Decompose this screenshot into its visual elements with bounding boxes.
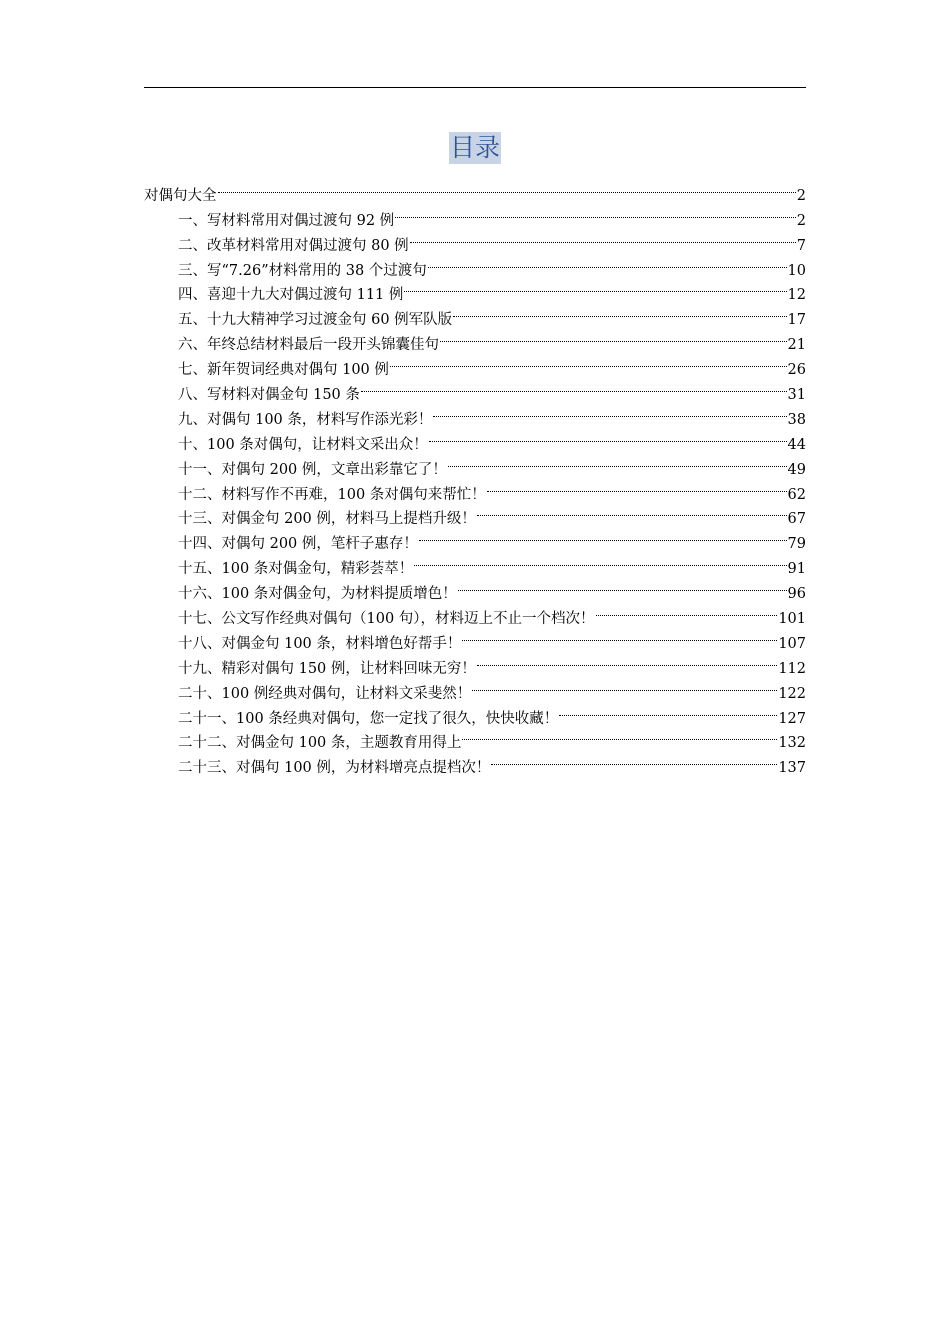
toc-entry-page-number: 2 (796, 187, 806, 204)
toc-entry-page-number: 12 (787, 287, 806, 304)
toc-dot-leader (453, 299, 786, 324)
toc-entry-page-number: 7 (796, 237, 806, 254)
toc-dot-leader (559, 698, 777, 723)
toc-dot-leader (472, 673, 777, 698)
toc-dot-leader (419, 523, 787, 548)
toc-entry-page-number: 10 (787, 262, 806, 279)
table-of-contents (144, 175, 806, 777)
toc-entry-title: 十八、对偶金句 100 条，材料增色好帮手！ (178, 635, 462, 652)
toc-entry-title: 十、100 条对偶句，让材料文采出众！ (178, 436, 428, 453)
toc-entry-title: 对偶句大全 (144, 187, 217, 204)
toc-entry-title: 七、新年贺词经典对偶句 100 例 (178, 362, 389, 379)
toc-entry-page-number: 137 (778, 760, 806, 777)
toc-dot-leader (458, 573, 787, 598)
toc-entry[interactable] (144, 200, 806, 229)
toc-entry-title: 五、十九大精神学习过渡金句 60 例军队版 (178, 312, 453, 329)
toc-dot-leader (428, 250, 787, 275)
toc-entry-page-number: 2 (796, 212, 806, 229)
toc-entry-page-number: 91 (787, 561, 806, 578)
toc-dot-leader (448, 449, 787, 474)
toc-entry-page-number: 122 (778, 685, 806, 702)
toc-dot-leader (390, 349, 787, 374)
toc-entry-title: 十二、材料写作不再难，100 条对偶句来帮忙！ (178, 486, 486, 503)
toc-entry-page-number: 101 (778, 611, 806, 628)
toc-dot-leader (596, 598, 778, 623)
toc-entry-title: 一、写材料常用对偶过渡句 92 例 (178, 212, 395, 229)
toc-dot-leader (433, 399, 786, 424)
toc-entry-title: 九、对偶句 100 条，材料写作添光彩！ (178, 411, 433, 428)
toc-entry-title: 八、写材料对偶金句 150 条 (178, 387, 360, 404)
toc-dot-leader (487, 474, 787, 499)
toc-entry-title: 二十一、100 条经典对偶句，您一定找了很久，快快收藏！ (178, 710, 559, 727)
toc-entry-title: 二十二、对偶金句 100 条，主题教育用得上 (178, 735, 462, 752)
toc-dot-leader (462, 623, 777, 648)
toc-entry-page-number: 44 (787, 436, 806, 453)
toc-entry-title: 十三、对偶金句 200 例，材料马上提档升级！ (178, 511, 476, 528)
toc-entry-page-number: 96 (787, 586, 806, 603)
toc-entry[interactable] (144, 175, 806, 204)
toc-entry-page-number: 49 (787, 461, 806, 478)
toc-entry-title: 十四、对偶句 200 例，笔杆子惠存！ (178, 536, 418, 553)
toc-entry-page-number: 38 (787, 411, 806, 428)
toc-dot-leader (440, 324, 787, 349)
toc-entry-title: 六、年终总结材料最后一段开头锦囊佳句 (178, 337, 439, 354)
toc-dot-leader (414, 548, 786, 573)
toc-entry-title: 十一、对偶句 200 例，文章出彩靠它了！ (178, 461, 447, 478)
header-rule (144, 87, 806, 88)
toc-title-container (0, 132, 950, 164)
toc-dot-leader (462, 723, 777, 748)
toc-entry-page-number: 107 (778, 635, 806, 652)
toc-entry-title: 二十三、对偶句 100 例，为材料增亮点提档次！ (178, 760, 491, 777)
toc-entry-title: 十五、100 条对偶金句，精彩荟萃！ (178, 561, 414, 578)
toc-entry-page-number: 17 (787, 312, 806, 329)
toc-dot-leader (491, 747, 777, 772)
toc-entry-title: 三、写“7.26”材料常用的 38 个过渡句 (178, 262, 427, 279)
toc-dot-leader (429, 424, 787, 449)
toc-entry-page-number: 112 (778, 660, 806, 677)
toc-dot-leader (477, 648, 777, 673)
toc-entry-title: 二十、100 例经典对偶句，让材料文采斐然！ (178, 685, 472, 702)
toc-dot-leader (477, 499, 787, 524)
toc-dot-leader (404, 275, 786, 300)
toc-entry-title: 四、喜迎十九大对偶过渡句 111 例 (178, 287, 404, 304)
toc-entry-title: 十九、精彩对偶句 150 例，让材料回味无穷！ (178, 660, 476, 677)
toc-entry-page-number: 21 (787, 337, 806, 354)
toc-entry-page-number: 79 (787, 536, 806, 553)
toc-entry-page-number: 67 (787, 511, 806, 528)
toc-dot-leader (395, 200, 796, 225)
toc-entry-page-number: 26 (787, 362, 806, 379)
toc-entry-page-number: 62 (787, 486, 806, 503)
toc-entry-title: 十七、公文写作经典对偶句（100 句），材料迈上不止一个档次！ (178, 611, 595, 628)
toc-dot-leader (361, 374, 787, 399)
toc-dot-leader (410, 225, 796, 250)
toc-entry-page-number: 127 (778, 710, 806, 727)
toc-dot-leader (218, 175, 796, 200)
toc-title: 目录 (449, 133, 500, 162)
toc-entry-page-number: 31 (787, 387, 806, 404)
toc-entry-title: 十六、100 条对偶金句，为材料提质增色！ (178, 586, 457, 603)
toc-entry-page-number: 132 (778, 735, 806, 752)
toc-entry-title: 二、改革材料常用对偶过渡句 80 例 (178, 237, 409, 254)
